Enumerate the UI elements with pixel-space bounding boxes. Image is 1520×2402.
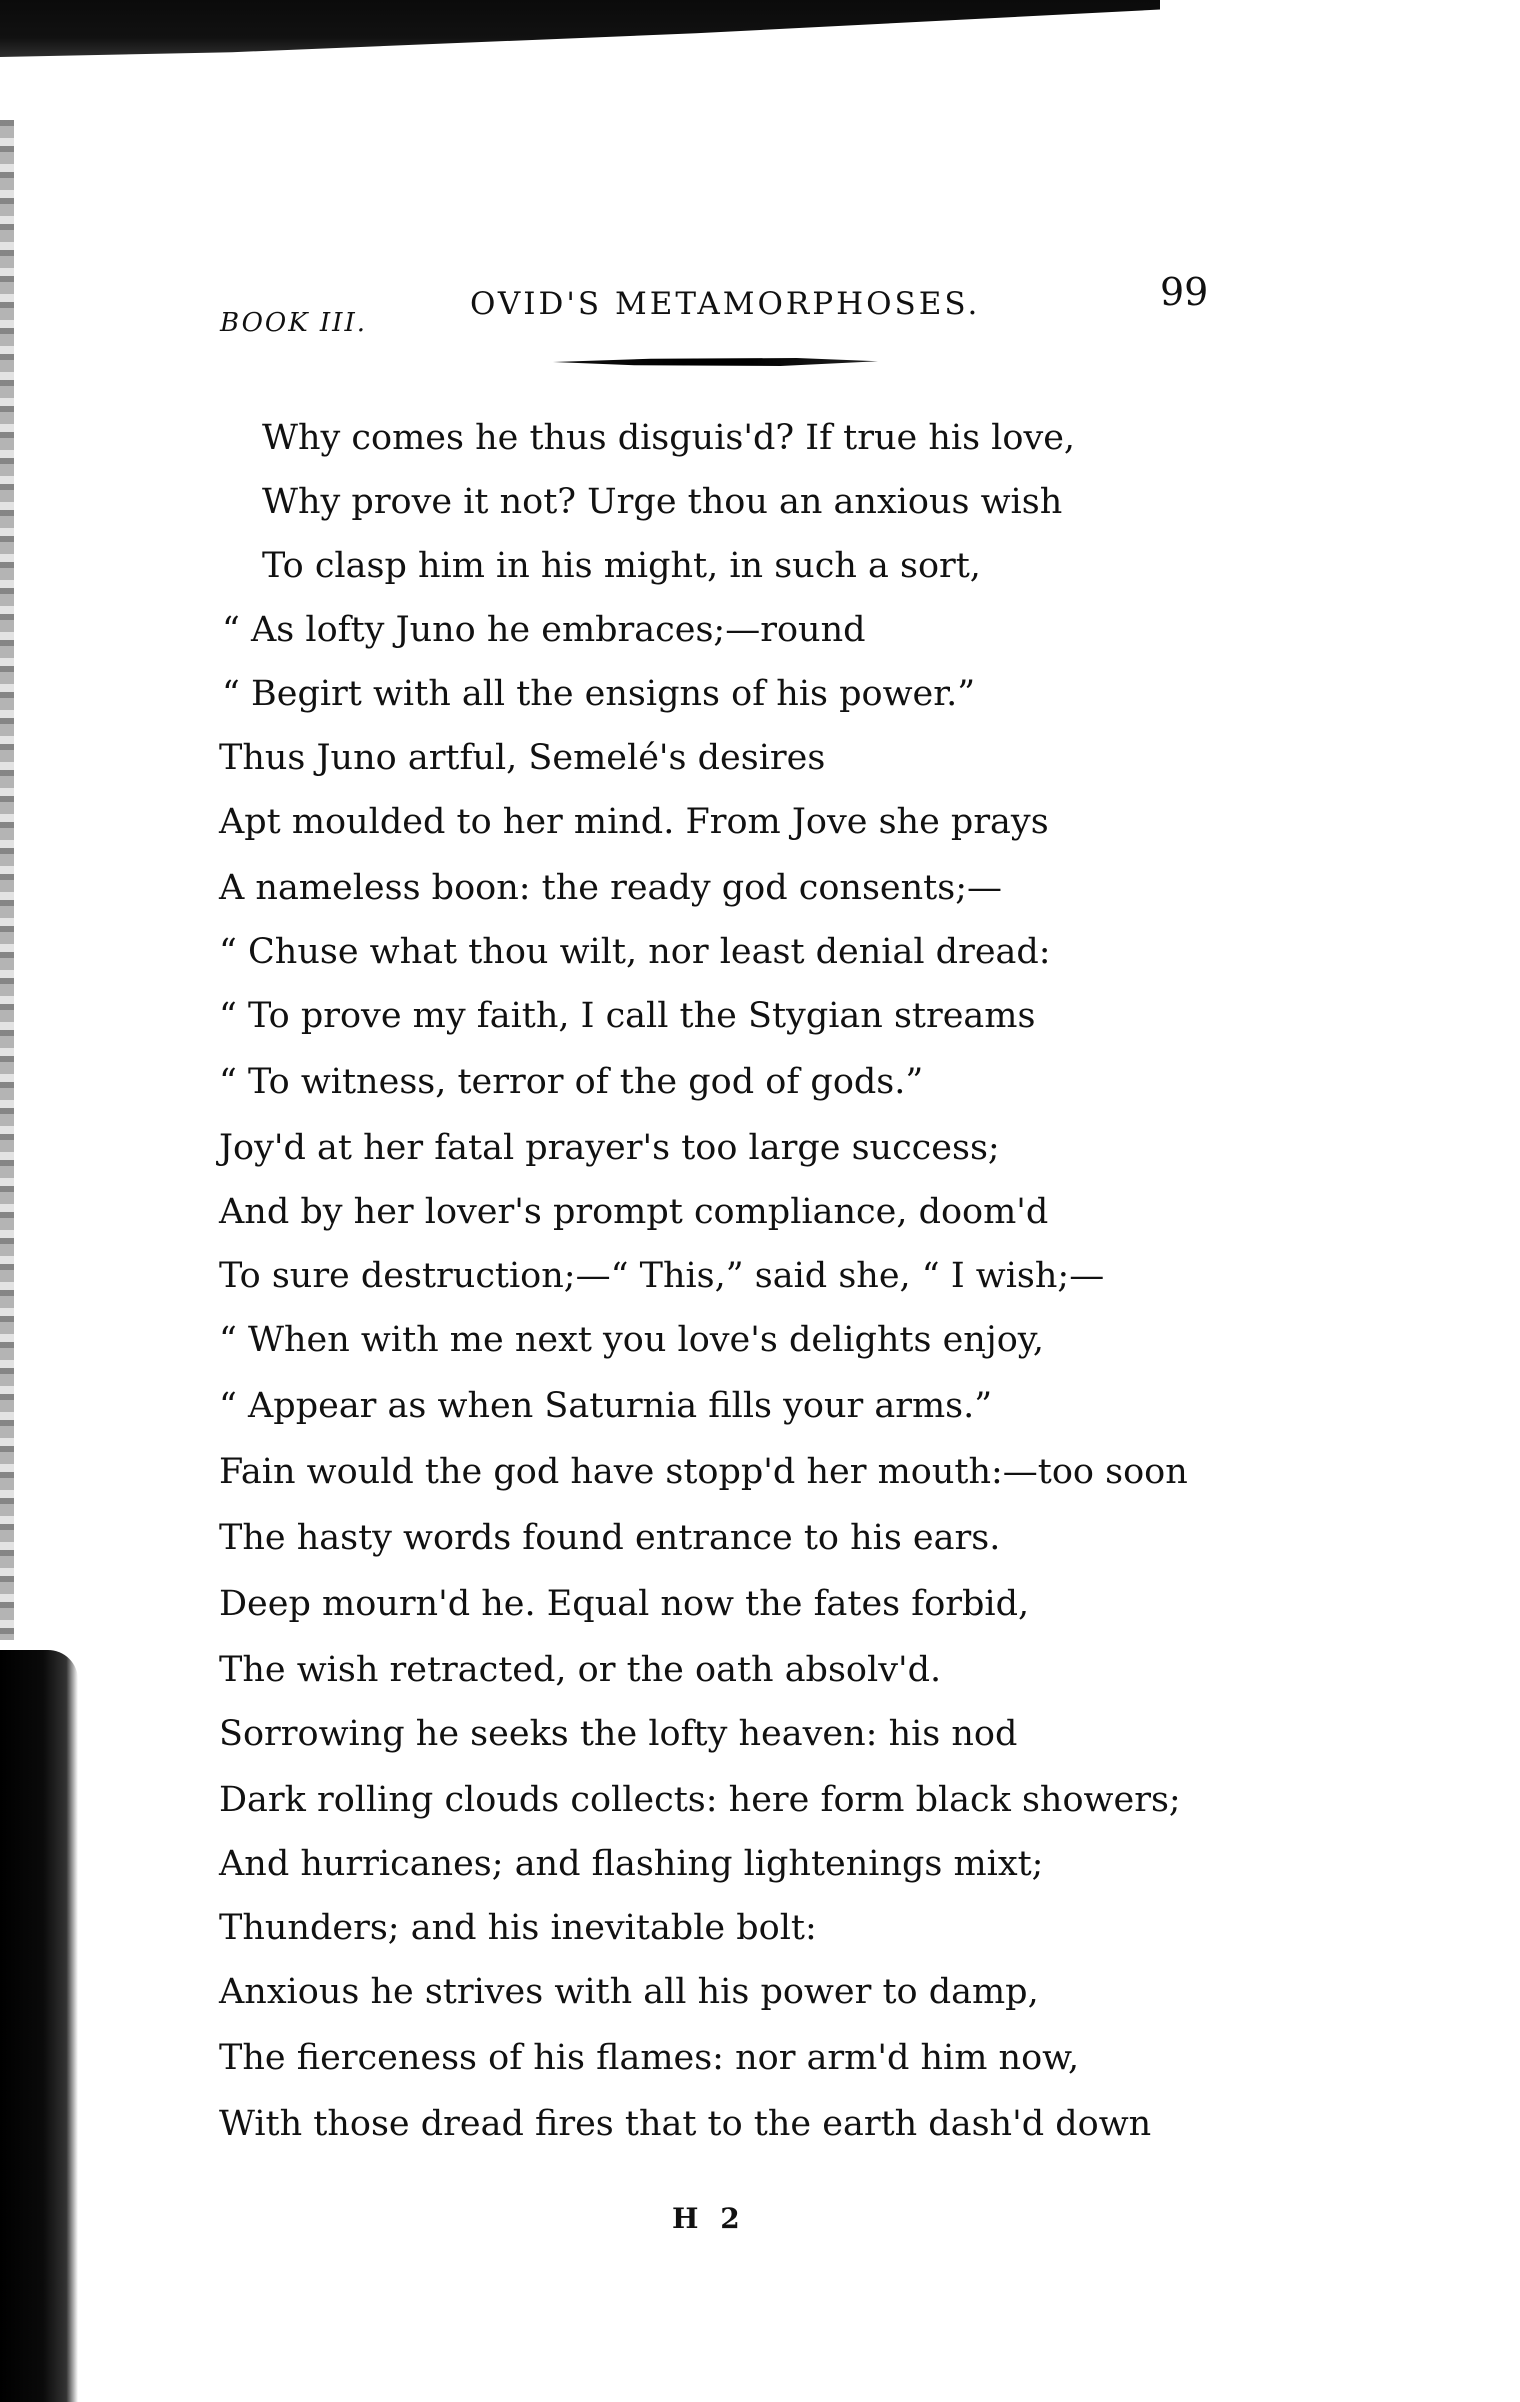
page-number: 99: [1160, 270, 1209, 314]
verse-line: Joy'd at her fatal prayer's too large success;: [219, 1128, 1000, 1168]
verse-line: Thus Juno artful, Semelé's desires: [219, 738, 826, 778]
verse-line: Apt moulded to her mind. From Jove she prays: [219, 802, 1049, 842]
verse-line: Thunders; and his inevitable bolt:: [219, 1908, 817, 1948]
verse-line: And hurricanes; and flashing lightenings mixt;: [219, 1844, 1044, 1884]
verse-line: The hasty words found entrance to his ears.: [219, 1518, 1001, 1558]
verse-line: To sure destruction;—“ This,” said she, “ I wish;—: [219, 1256, 1105, 1296]
verse-line: Dark rolling clouds collects: here form black showers;: [219, 1780, 1181, 1820]
verse-line: Anxious he strives with all his power to damp,: [219, 1972, 1039, 2012]
verse-line: To clasp him in his might, in such a sort,: [262, 546, 981, 586]
running-head: [220, 270, 1210, 340]
verse-line: With those dread fires that to the earth dash'd down: [219, 2104, 1152, 2144]
scan-binding-shadow: [0, 1650, 78, 2402]
verse-line: And by her lover's prompt compliance, doom'd: [219, 1192, 1049, 1232]
book-label: BOOK III.: [220, 308, 367, 338]
scan-shadow-top: [0, 0, 1160, 95]
verse-line: “ Begirt with all the ensigns of his power.”: [222, 674, 976, 714]
page-title: OVID'S METAMORPHOSES.: [470, 286, 981, 322]
verse-line: “ To prove my faith, I call the Stygian streams: [219, 996, 1036, 1036]
verse-line: “ Appear as when Saturnia fills your arms.”: [219, 1386, 993, 1426]
verse-line: “ To witness, terror of the god of gods.”: [219, 1062, 924, 1102]
verse-line: “ As lofty Juno he embraces;—round: [222, 610, 866, 650]
verse-line: The wish retracted, or the oath absolv'd.: [219, 1650, 942, 1690]
verse-line: “ When with me next you love's delights enjoy,: [219, 1320, 1045, 1360]
verse-line: The fierceness of his flames: nor arm'd him now,: [219, 2038, 1080, 2078]
verse-line: Deep mourn'd he. Equal now the fates forbid,: [219, 1584, 1030, 1624]
scan-page-edge: [0, 120, 14, 1640]
signature-mark: H 2: [672, 2202, 746, 2235]
verse-line: A nameless boon: the ready god consents;—: [219, 868, 1002, 908]
verse-line: Sorrowing he seeks the lofty heaven: his nod: [219, 1714, 1018, 1754]
header-rule: [553, 358, 878, 366]
verse-line: Why comes he thus disguis'd? If true his love,: [262, 418, 1076, 458]
verse-line: Why prove it not? Urge thou an anxious wish: [262, 482, 1063, 522]
verse-line: “ Chuse what thou wilt, nor least denial dread:: [219, 932, 1051, 972]
verse-line: Fain would the god have stopp'd her mouth:—too soon: [219, 1452, 1188, 1492]
